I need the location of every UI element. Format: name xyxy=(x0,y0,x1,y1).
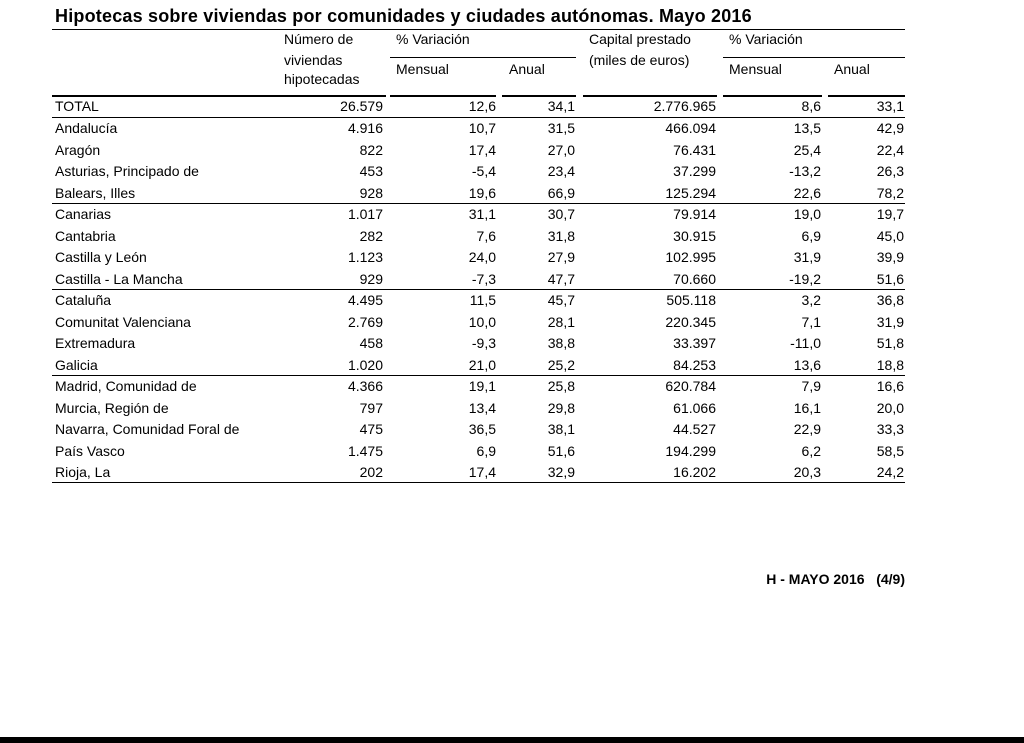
header-variacion-capital-rule xyxy=(723,57,905,58)
cell-viviendas-mensual: 17,4 xyxy=(468,142,496,158)
cell-capital-mensual: 7,1 xyxy=(801,314,821,330)
group-rule xyxy=(52,375,905,376)
cell-viviendas-anual: 28,1 xyxy=(547,314,575,330)
cell-capital-anual: 51,6 xyxy=(876,271,904,287)
cell-capital-anual: 26,3 xyxy=(876,163,904,179)
cell-capital-anual: 36,8 xyxy=(876,292,904,308)
cell-viviendas: 458 xyxy=(359,335,383,351)
header-rule-mensual xyxy=(390,95,496,97)
cell-viviendas-mensual: 10,0 xyxy=(468,314,496,330)
cell-viviendas: 1.123 xyxy=(347,249,383,265)
table-row xyxy=(0,248,1024,270)
cell-viviendas: 26.579 xyxy=(340,98,383,114)
header-rule-cmensual xyxy=(723,95,822,97)
cell-viviendas-anual: 31,5 xyxy=(547,120,575,136)
header-variacion-viviendas: % Variación xyxy=(396,31,470,47)
cell-capital-mensual: -13,2 xyxy=(789,163,821,179)
cell-capital-anual: 19,7 xyxy=(876,206,904,222)
cell-viviendas-mensual: -9,3 xyxy=(471,335,496,351)
cell-capital-mensual: 16,1 xyxy=(793,400,821,416)
cell-capital: 220.345 xyxy=(665,314,716,330)
cell-viviendas: 4.916 xyxy=(347,120,383,136)
total-rule xyxy=(52,117,905,118)
header-variacion-capital: % Variación xyxy=(729,31,803,47)
header-capital-line2: (miles de euros) xyxy=(589,52,690,68)
cell-capital-mensual: 22,9 xyxy=(793,421,821,437)
cell-viviendas-anual: 30,7 xyxy=(547,206,575,222)
row-label: Murcia, Región de xyxy=(55,400,169,416)
table-row xyxy=(0,377,1024,399)
row-label: Cataluña xyxy=(55,292,112,308)
cell-capital: 84.253 xyxy=(673,357,716,373)
row-label: Comunitat Valenciana xyxy=(55,314,191,330)
cell-capital-mensual: 31,9 xyxy=(793,249,821,265)
cell-viviendas: 4.366 xyxy=(347,378,383,394)
cell-viviendas-anual: 27,9 xyxy=(547,249,575,265)
table-row xyxy=(0,291,1024,313)
row-label: Balears, Illes xyxy=(55,185,136,201)
row-label: Navarra, Comunidad Foral de xyxy=(55,421,240,437)
cell-viviendas-anual: 47,7 xyxy=(547,271,575,287)
cell-capital-anual: 22,4 xyxy=(876,142,904,158)
cell-viviendas-mensual: 21,0 xyxy=(468,357,496,373)
row-label: Extremadura xyxy=(55,335,136,351)
cell-capital: 61.066 xyxy=(673,400,716,416)
cell-viviendas-mensual: 10,7 xyxy=(468,120,496,136)
cell-viviendas-mensual: 17,4 xyxy=(468,464,496,480)
row-label: Castilla y León xyxy=(55,249,147,265)
group-rule xyxy=(52,203,905,204)
header-viviendas-line1: Número de xyxy=(284,31,354,47)
cell-capital-anual: 18,8 xyxy=(876,357,904,373)
cell-capital: 44.527 xyxy=(673,421,716,437)
cell-viviendas-anual: 34,1 xyxy=(547,98,575,114)
cell-capital: 37.299 xyxy=(673,163,716,179)
row-label: Canarias xyxy=(55,206,112,222)
cell-viviendas-mensual: 11,5 xyxy=(469,292,496,308)
cell-viviendas: 929 xyxy=(359,271,383,287)
cell-viviendas-anual: 27,0 xyxy=(547,142,575,158)
table-bottom-rule xyxy=(52,482,905,483)
page-footer: H - MAYO 2016 (4/9) xyxy=(766,571,905,587)
table-row xyxy=(0,420,1024,442)
cell-viviendas-mensual: 36,5 xyxy=(468,421,496,437)
row-label: Aragón xyxy=(55,142,101,158)
cell-capital-anual: 51,8 xyxy=(876,335,904,351)
cell-capital-mensual: 8,6 xyxy=(801,98,821,114)
cell-capital-mensual: 6,2 xyxy=(801,443,821,459)
cell-viviendas-anual: 66,9 xyxy=(547,185,575,201)
cell-viviendas-anual: 45,7 xyxy=(547,292,575,308)
cell-viviendas: 797 xyxy=(359,400,383,416)
cell-capital-mensual: 3,2 xyxy=(801,292,821,308)
cell-viviendas-mensual: -7,3 xyxy=(471,271,496,287)
cell-viviendas-anual: 29,8 xyxy=(547,400,575,416)
row-label: Andalucía xyxy=(55,120,118,136)
cell-viviendas: 2.769 xyxy=(347,314,383,330)
cell-capital-mensual: 20,3 xyxy=(793,464,821,480)
cell-viviendas: 1.475 xyxy=(347,443,383,459)
table-row xyxy=(0,227,1024,249)
cell-viviendas: 4.495 xyxy=(347,292,383,308)
cell-viviendas: 202 xyxy=(359,464,383,480)
cell-viviendas-anual: 23,4 xyxy=(547,163,575,179)
cell-viviendas: 282 xyxy=(359,228,383,244)
cell-viviendas-anual: 32,9 xyxy=(547,464,575,480)
cell-capital-mensual: -19,2 xyxy=(789,271,821,287)
cell-capital: 2.776.965 xyxy=(653,98,716,114)
cell-capital: 102.995 xyxy=(665,249,716,265)
cell-viviendas: 822 xyxy=(359,142,383,158)
cell-capital: 620.784 xyxy=(665,378,716,394)
header-rule-canual xyxy=(828,95,905,97)
header-mensual-capital: Mensual xyxy=(729,61,782,77)
cell-capital-anual: 45,0 xyxy=(876,228,904,244)
cell-capital: 33.397 xyxy=(673,335,716,351)
cell-capital: 125.294 xyxy=(665,185,716,201)
cell-viviendas-anual: 38,8 xyxy=(547,335,575,351)
cell-capital: 466.094 xyxy=(665,120,716,136)
cell-capital: 79.914 xyxy=(673,206,716,222)
cell-capital-mensual: 7,9 xyxy=(801,378,821,394)
header-rule-anual xyxy=(502,95,576,97)
table-row xyxy=(0,442,1024,464)
row-label: Cantabria xyxy=(55,228,116,244)
group-rule xyxy=(52,289,905,290)
cell-capital-mensual: 25,4 xyxy=(793,142,821,158)
table-row-total xyxy=(0,97,1024,119)
table-row xyxy=(0,205,1024,227)
table-row xyxy=(0,141,1024,163)
cell-capital-mensual: 13,5 xyxy=(793,120,821,136)
cell-capital: 194.299 xyxy=(665,443,716,459)
row-label: País Vasco xyxy=(55,443,125,459)
header-variacion-viviendas-rule xyxy=(390,57,576,58)
cell-viviendas-mensual: 24,0 xyxy=(468,249,496,265)
cell-viviendas-mensual: 19,6 xyxy=(468,185,496,201)
table-row xyxy=(0,119,1024,141)
cell-viviendas: 475 xyxy=(359,421,383,437)
table-row xyxy=(0,334,1024,356)
cell-capital: 505.118 xyxy=(666,292,716,308)
cell-capital-mensual: 6,9 xyxy=(801,228,821,244)
cell-capital-anual: 42,9 xyxy=(876,120,904,136)
cell-viviendas-anual: 38,1 xyxy=(547,421,575,437)
cell-viviendas-anual: 25,2 xyxy=(547,357,575,373)
bottom-bar xyxy=(0,737,1024,743)
row-label: Rioja, La xyxy=(55,464,111,480)
cell-viviendas-mensual: 19,1 xyxy=(468,378,496,394)
header-mensual-viviendas: Mensual xyxy=(396,61,449,77)
cell-capital: 70.660 xyxy=(673,271,716,287)
row-label: Madrid, Comunidad de xyxy=(55,378,197,394)
header-rule-capital xyxy=(583,95,717,97)
cell-capital-mensual: 22,6 xyxy=(793,185,821,201)
row-label: Galicia xyxy=(55,357,98,373)
cell-capital-anual: 31,9 xyxy=(876,314,904,330)
header-viviendas-line2: viviendas xyxy=(284,52,343,68)
cell-viviendas-anual: 51,6 xyxy=(547,443,575,459)
cell-viviendas-anual: 31,8 xyxy=(547,228,575,244)
cell-capital: 30.915 xyxy=(673,228,716,244)
title-underline xyxy=(52,29,905,30)
cell-capital-anual: 24,2 xyxy=(876,464,904,480)
cell-viviendas-mensual: 12,6 xyxy=(468,98,496,114)
cell-capital-anual: 78,2 xyxy=(876,185,904,201)
cell-capital-anual: 16,6 xyxy=(876,378,904,394)
cell-viviendas-mensual: -5,4 xyxy=(471,163,496,179)
cell-viviendas: 453 xyxy=(359,163,383,179)
cell-viviendas-mensual: 31,1 xyxy=(468,206,496,222)
cell-capital-anual: 33,3 xyxy=(876,421,904,437)
cell-viviendas: 1.020 xyxy=(347,357,383,373)
cell-viviendas-mensual: 7,6 xyxy=(476,228,496,244)
row-label: TOTAL xyxy=(55,98,99,114)
row-label: Castilla - La Mancha xyxy=(55,271,183,287)
table-row xyxy=(0,399,1024,421)
header-anual-capital: Anual xyxy=(834,61,870,77)
cell-capital-mensual: 19,0 xyxy=(793,206,821,222)
cell-capital-anual: 20,0 xyxy=(876,400,904,416)
cell-viviendas: 928 xyxy=(359,185,383,201)
cell-capital-anual: 39,9 xyxy=(876,249,904,265)
header-rule-label xyxy=(52,95,386,97)
table-row xyxy=(0,313,1024,335)
cell-viviendas-mensual: 13,4 xyxy=(468,400,496,416)
cell-viviendas-anual: 25,8 xyxy=(547,378,575,394)
header-anual-viviendas: Anual xyxy=(509,61,545,77)
header-capital-line1: Capital prestado xyxy=(589,31,691,47)
cell-capital-anual: 33,1 xyxy=(876,98,904,114)
header-viviendas-line3: hipotecadas xyxy=(284,71,360,87)
page-title: Hipotecas sobre viviendas por comunidades y ciudades autónomas. Mayo 2016 xyxy=(55,6,752,26)
cell-capital-anual: 58,5 xyxy=(876,443,904,459)
cell-viviendas-mensual: 6,9 xyxy=(476,443,496,459)
cell-viviendas: 1.017 xyxy=(347,206,383,222)
cell-capital: 16.202 xyxy=(673,464,716,480)
row-label: Asturias, Principado de xyxy=(55,163,199,179)
table-row xyxy=(0,162,1024,184)
cell-capital: 76.431 xyxy=(673,142,716,158)
cell-capital-mensual: 13,6 xyxy=(793,357,821,373)
cell-capital-mensual: -11,0 xyxy=(790,335,821,351)
